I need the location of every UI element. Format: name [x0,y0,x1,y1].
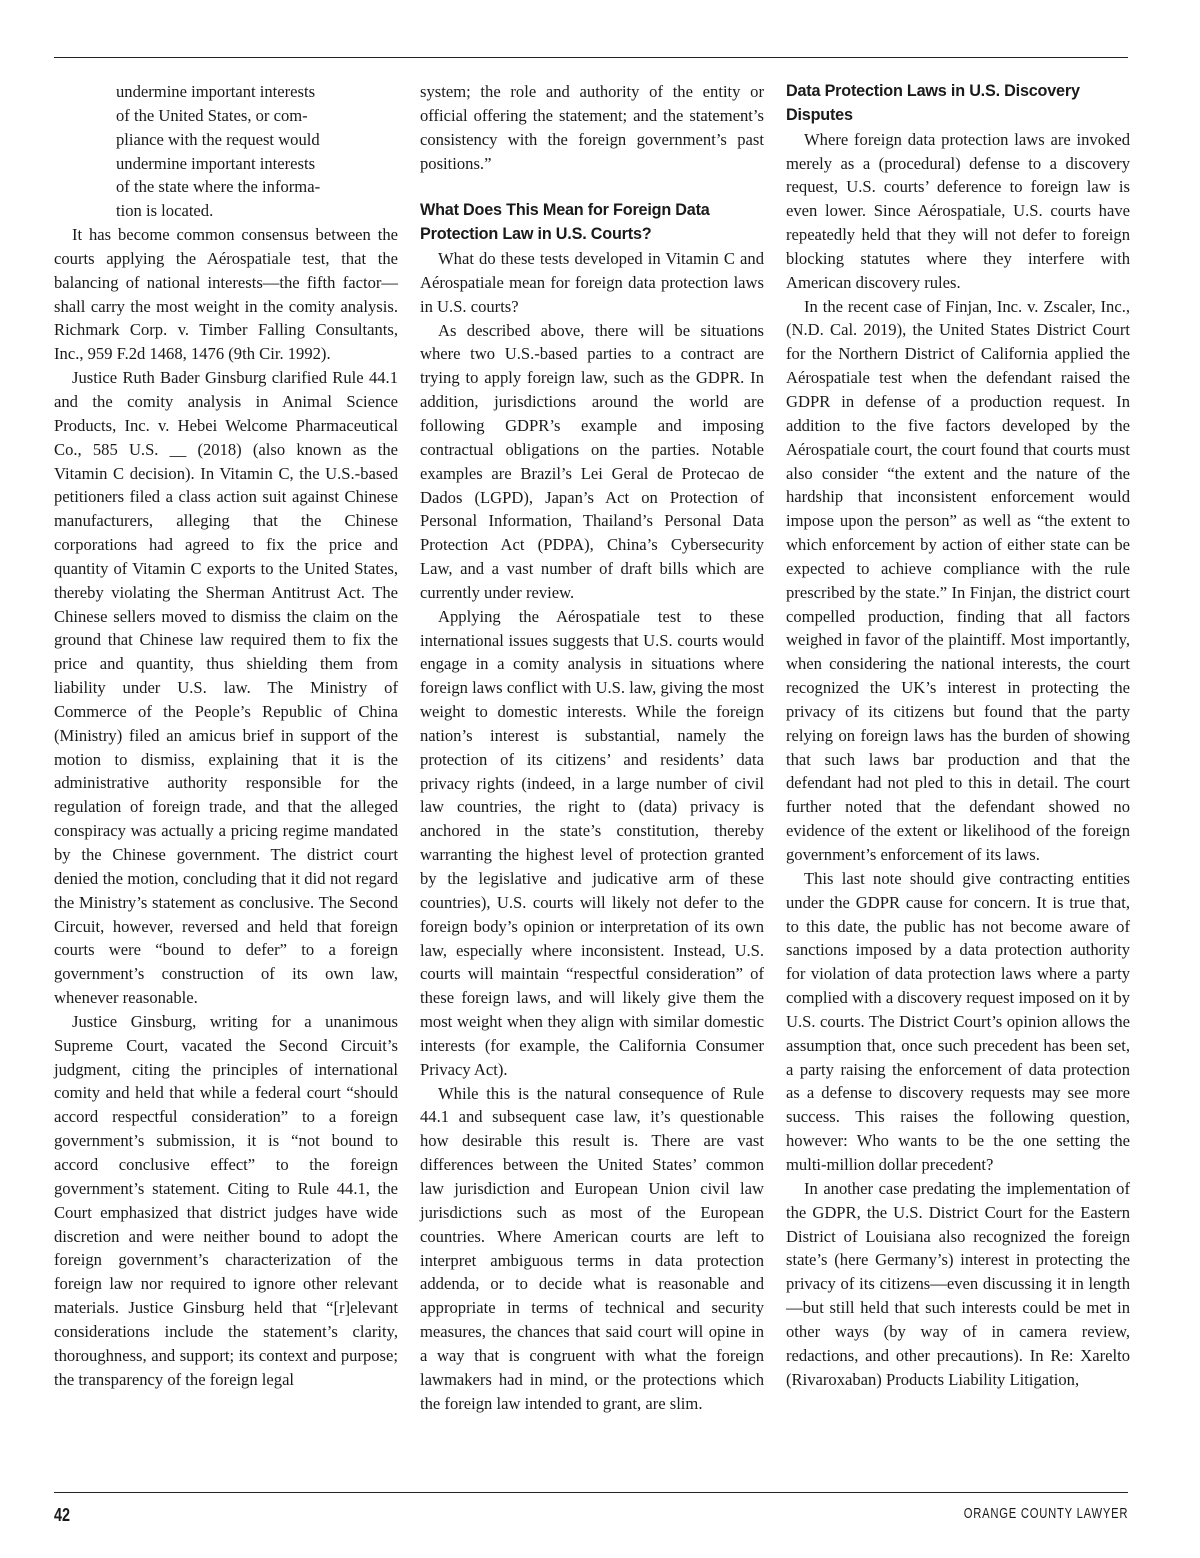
section-heading: Data Protection Laws in U.S. Discovery Disputes [786,82,1080,124]
column-2 [420,80,764,1415]
paragraph: As described above, there will be situations where two U.S.-based parties to a contract are trying to apply foreign law, such as the GDPR. In addition, jurisdictions around the world are following GDPR’s example and imposing contractual obligations on the parties. Notable examples are Brazil’s Lei Geral de Protecao de Dados (LGPD), Japan’s Act on Protection of Personal Information, Thailand’s Personal Data Protection Act (PDPA), China’s Cybersecurity Law, and a vast number of draft bills which are currently under review. [420,320,764,602]
paragraph: Where foreign data protection laws are invoked merely as a (procedural) defense to a discovery request, U.S. courts’ deference to foreign law is even lower. Since Aérospatiale, U.S. courts have repeatedly held that they will not defer to foreign blocking statutes where they interfere with American discovery rules. [786,129,1130,292]
paragraph: While this is the natural consequence of Rule 44.1 and subsequent case law, it’s questionable how desirable this result is. There are vast differences between the United States’ common law jurisdiction and European Union civil law jurisdictions such as most of the European countries. Where American courts are left to interpret ambiguous terms in data protection addenda, or to decide what is reasonable and appropriate in terms of technical and security measures, the chances that said court will opine in a way that is congruent with what the foreign lawmakers had in mind, or the protections which the foreign law intended to grant, are slim. [420,1083,764,1413]
quote-line: undermine important interests [116,153,316,173]
page-number: 42 [54,1505,71,1525]
column-3 [786,80,1130,1391]
quote-line: tion is located. [116,201,214,221]
paragraph: Justice Ruth Bader Ginsburg clarified Rule 44.1 and the comity analysis in Animal Science Products, Inc. v. Hebei Welcome Pharmaceutical Co., 585 U.S. __ (2018) (also known as the Vitamin C decision). In Vitamin C, the U.S.-based petitioners filed a class action suit against Chinese manufacturers, alleging that the Chinese corporations had agreed to fix the price and quantity of Vitamin C exports to the United States, thereby violating the Sherman Antitrust Act. The Chinese sellers moved to dismiss the claim on the ground that Chinese law required them to fix the price and quantity, thus shielding them from liability under U.S. law. The Ministry of Commerce of the People’s Republic of China (Ministry) filed an amicus brief in support of the motion to dismiss, explaining that it is the administrative authority responsible for the regulation of foreign trade, and that the alleged conspiracy was actually a pricing regime mandated by the Chinese government. The district court denied the motion, concluding that it did not regard the Ministry’s statement as conclusive. The Second Circuit, however, reversed and held that foreign courts were “bound to defer” to a foreign government’s construction of its own law, whenever reasonable. [54,368,398,1008]
paragraph: Justice Ginsburg, writing for a unanimous Supreme Court, vacated the Second Circuit’s judgment, citing the principles of international comity and held that while a federal court “should accord respectful consideration” to a foreign government’s submission, it is “not bound to accord conclusive effect” to the foreign government’s statement. Citing to Rule 44.1, the Court emphasized that district judges have wide discretion and were neither bound to adopt the foreign government’s characterization of the foreign law nor required to ignore other relevant materials. Justice Ginsburg held that “[r]elevant considerations include the statement’s clarity, thoroughness, and support; its context and purpose; the transparency of the foreign legal [54,1011,398,1389]
paragraph: This last note should give contracting entities under the GDPR cause for concern. It is true that, to this date, the public has not become aware of sanctions imposed by a data protection authority for violation of data protection laws where a party complied with a discovery request imposed on it by U.S. courts. The District Court’s opinion allows the assumption that, once such precedent has been set, a party raising the enforcement of data protection as a defense to discovery requests may see more success. This raises the following question, however: Who wants to be the one setting the multi-million dollar precedent? [786,868,1130,1174]
top-rule [54,57,1128,58]
paragraph: It has become common consensus between the courts applying the Aérospatiale test, that the balancing of national interests—the fifth factor—shall carry the most weight in the comity analysis. Richmark Corp. v. Timber Falling Consultants, Inc., 959 F.2d 1468, 1476 (9th Cir. 1992). [54,225,398,364]
column-1 [54,80,398,1391]
section-heading: What Does This Mean for Foreign Data Protection Law in U.S. Courts? [420,201,710,244]
block-quote [116,80,398,223]
quote-line: of the state where the informa- [116,177,321,197]
paragraph: system; the role and authority of the entity or official offering the statement; and the statement’s consistency with the foreign government’s past positions.” [420,82,764,173]
bottom-rule [54,1492,1128,1493]
paragraph: What do these tests developed in Vitamin C and Aérospatiale mean for foreign data protection laws in U.S. courts? [420,249,764,316]
publication-name: ORANGE COUNTY LAWYER [963,1505,1128,1522]
quote-line: of the United States, or com- [116,105,308,125]
quote-line: pliance with the request would [116,129,320,149]
paragraph: In another case predating the implementation of the GDPR, the U.S. District Court for the Eastern District of Louisiana also recognized the foreign state’s (here Germany’s) interest in protecting the privacy of its citizens—even discussing it in length—but still held that such interests could be met in other ways (by way of in camera review, redactions, and other precautions). In Re: Xarelto (Rivaroxaban) Products Liability Litigation, [786,1178,1130,1389]
paragraph: Applying the Aérospatiale test to these international issues suggests that U.S. courts would engage in a comity analysis in situations where foreign laws conflict with U.S. law, giving the most weight to domestic interests. While the foreign nation’s interest is substantial, namely the protection of its citizens’ and residents’ data privacy rights (indeed, in a large number of civil law countries, the right to (data) privacy is anchored in the state’s constitution, thereby warranting the highest level of protection granted by the legislative and judicative arm of these countries), U.S. courts will likely not defer to the foreign body’s opinion or interpretation of its own law, especially where inconsistent. Instead, U.S. courts will maintain “respectful consideration” of these foreign laws, and will likely give them the most weight when they align with similar domestic interests (for example, the California Consumer Privacy Act). [420,606,764,1079]
quote-line: undermine important interests [116,82,316,101]
paragraph: In the recent case of Finjan, Inc. v. Zscaler, Inc., (N.D. Cal. 2019), the United States District Court for the Northern District of California applied the Aérospatiale test when the defendant raised the GDPR in defense of a production request. In addition to the five factors developed by the Aérospatiale court, the court found that courts must also consider “the extent and the nature of the hardship that inconsistent enforcement would impose upon the person” as well as “the extent to which enforcement by action of either state can be expected to achieve compliance with the rule prescribed by the state.” In Finjan, the district court compelled production, finding that all factors weighed in favor of the plaintiff. Most importantly, when considering the national interests, the court recognized the UK’s interest in protecting the privacy of its citizens but found that the party relying on foreign laws has the burden of showing that such laws bar production and that the defendant had not pled to this in detail. The court further noted that the defendant showed no evidence of the extent or likelihood of the foreign government’s enforcement of its laws. [786,296,1130,864]
